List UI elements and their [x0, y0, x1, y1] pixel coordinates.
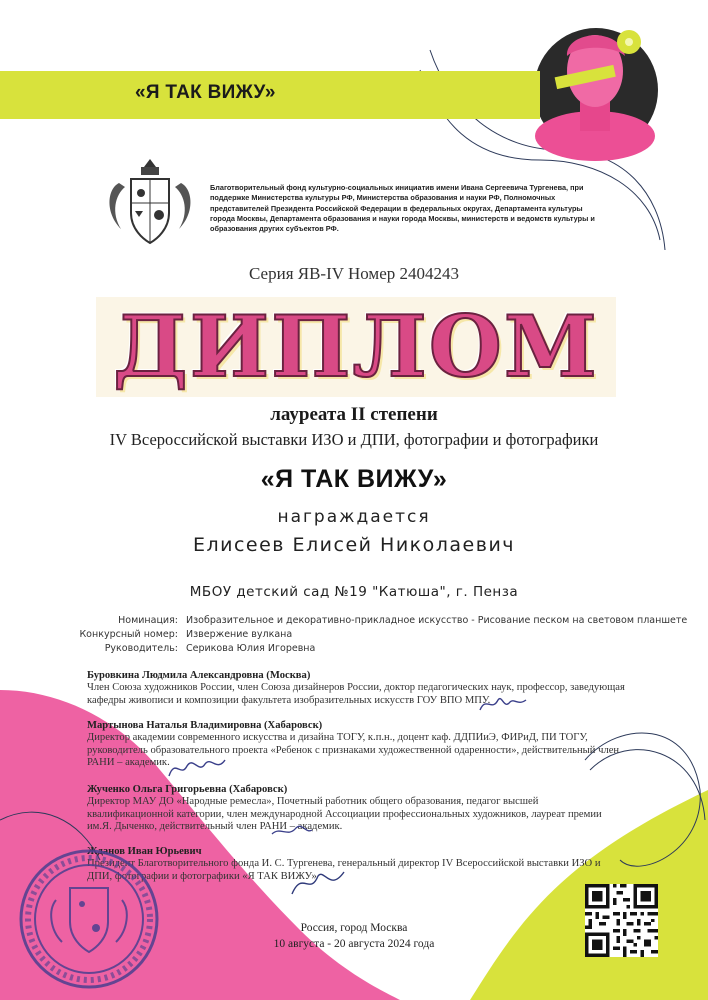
foundation-description: Благотворительный фонд культурно-социальных инициатив имени Ивана Сергеевича Тургенева, при поддержке Министерства культуры РФ, Министерства образования и науки РФ, Полномочных представителей Президента Российской Федерации в федеральных округах, Департамента культуры города Москвы, Департамента образования и науки города Москвы, министерств и ведомств культуры и образования других субъектов РФ. [210, 183, 595, 234]
footer-place: Россия, город Москва [300, 922, 408, 934]
degree-text: лауреата II степени [270, 404, 438, 425]
banner-title: «Я ТАК ВИЖУ» [135, 82, 276, 103]
jury-name: Жданов Иван Юрьевич [87, 846, 202, 857]
footer-dates: 10 августа - 20 августа 2024 года [273, 938, 435, 950]
signature-icon [478, 692, 528, 716]
info-value: Извержение вулкана [186, 629, 293, 640]
info-label: Конкурсный номер: [79, 629, 178, 640]
jury-description: Директор МАУ ДО «Народные ремесла», Почетный работник общего образования, педагог высшей квалификационной категории, член международной Ассоциации профессиональных художников, лауреат премии им.Я. Дыченко, действительный член РАНИ – академик. [87, 796, 602, 832]
jury-member [87, 784, 627, 833]
info-label: Руководитель: [104, 643, 178, 654]
diploma-title-panel [96, 297, 616, 397]
info-value: Серикова Юлия Игоревна [186, 643, 316, 654]
organization: МБОУ детский сад №19 "Катюша", г. Пенза [189, 584, 519, 600]
info-value: Изобразительное и декоративно-прикладное искусство - Рисование песком на световом планшете [186, 615, 688, 626]
jury-name: Мартынова Наталья Владимировна (Хабаровск) [87, 720, 323, 731]
jury-description: Член Союза художников России, член Союза дизайнеров России, доктор педагогических наук, профессор, заведующая кафедры живописи и композиции факультета изобразительных искусств ГОУ ВПО МПУ. [87, 682, 625, 706]
exhibition-title: «Я ТАК ВИЖУ» [260, 465, 448, 493]
signature-icon [270, 818, 314, 842]
recipient-name: Елисеев Елисей Николаевич [192, 534, 516, 556]
coat-of-arms-icon [101, 153, 199, 248]
jury-member [87, 670, 627, 707]
info-label: Номинация: [118, 615, 178, 626]
jury-member [87, 846, 627, 883]
series-number: Серия ЯВ-IV Номер 2404243 [249, 264, 459, 283]
jury-description: Директор академии современного искусства и дизайна ТОГУ, к.п.н., доцент каф. ДДПИиЭ, ФИРиД, ПИ ТОГУ, руководитель образовательного проекта «Ребенок с признаками художественной одаренности», действительный член РАНИ – академик. [87, 732, 620, 768]
jury-name: Буровкина Людмила Александровна (Москва) [87, 670, 311, 681]
diploma-title: ДИПЛОМ [113, 297, 599, 396]
pink-statue-image [525, 16, 665, 161]
jury-description: Президент Благотворительного фонда И. С. Тургенева, генеральный директор IV Всероссийской выставки ИЗО и ДПИ, фотографии и фотографики «Я ТАК ВИЖУ» [87, 858, 601, 882]
jury-name: Жученко Ольга Григорьевна (Хабаровск) [87, 784, 288, 795]
signature-icon [165, 752, 227, 782]
stamp-seal-icon [18, 848, 160, 990]
awarded-label: награждается [277, 507, 431, 527]
signature-icon [288, 866, 348, 900]
exhibition-text: IV Всероссийской выставки ИЗО и ДПИ, фотографии и фотографики [109, 430, 599, 449]
